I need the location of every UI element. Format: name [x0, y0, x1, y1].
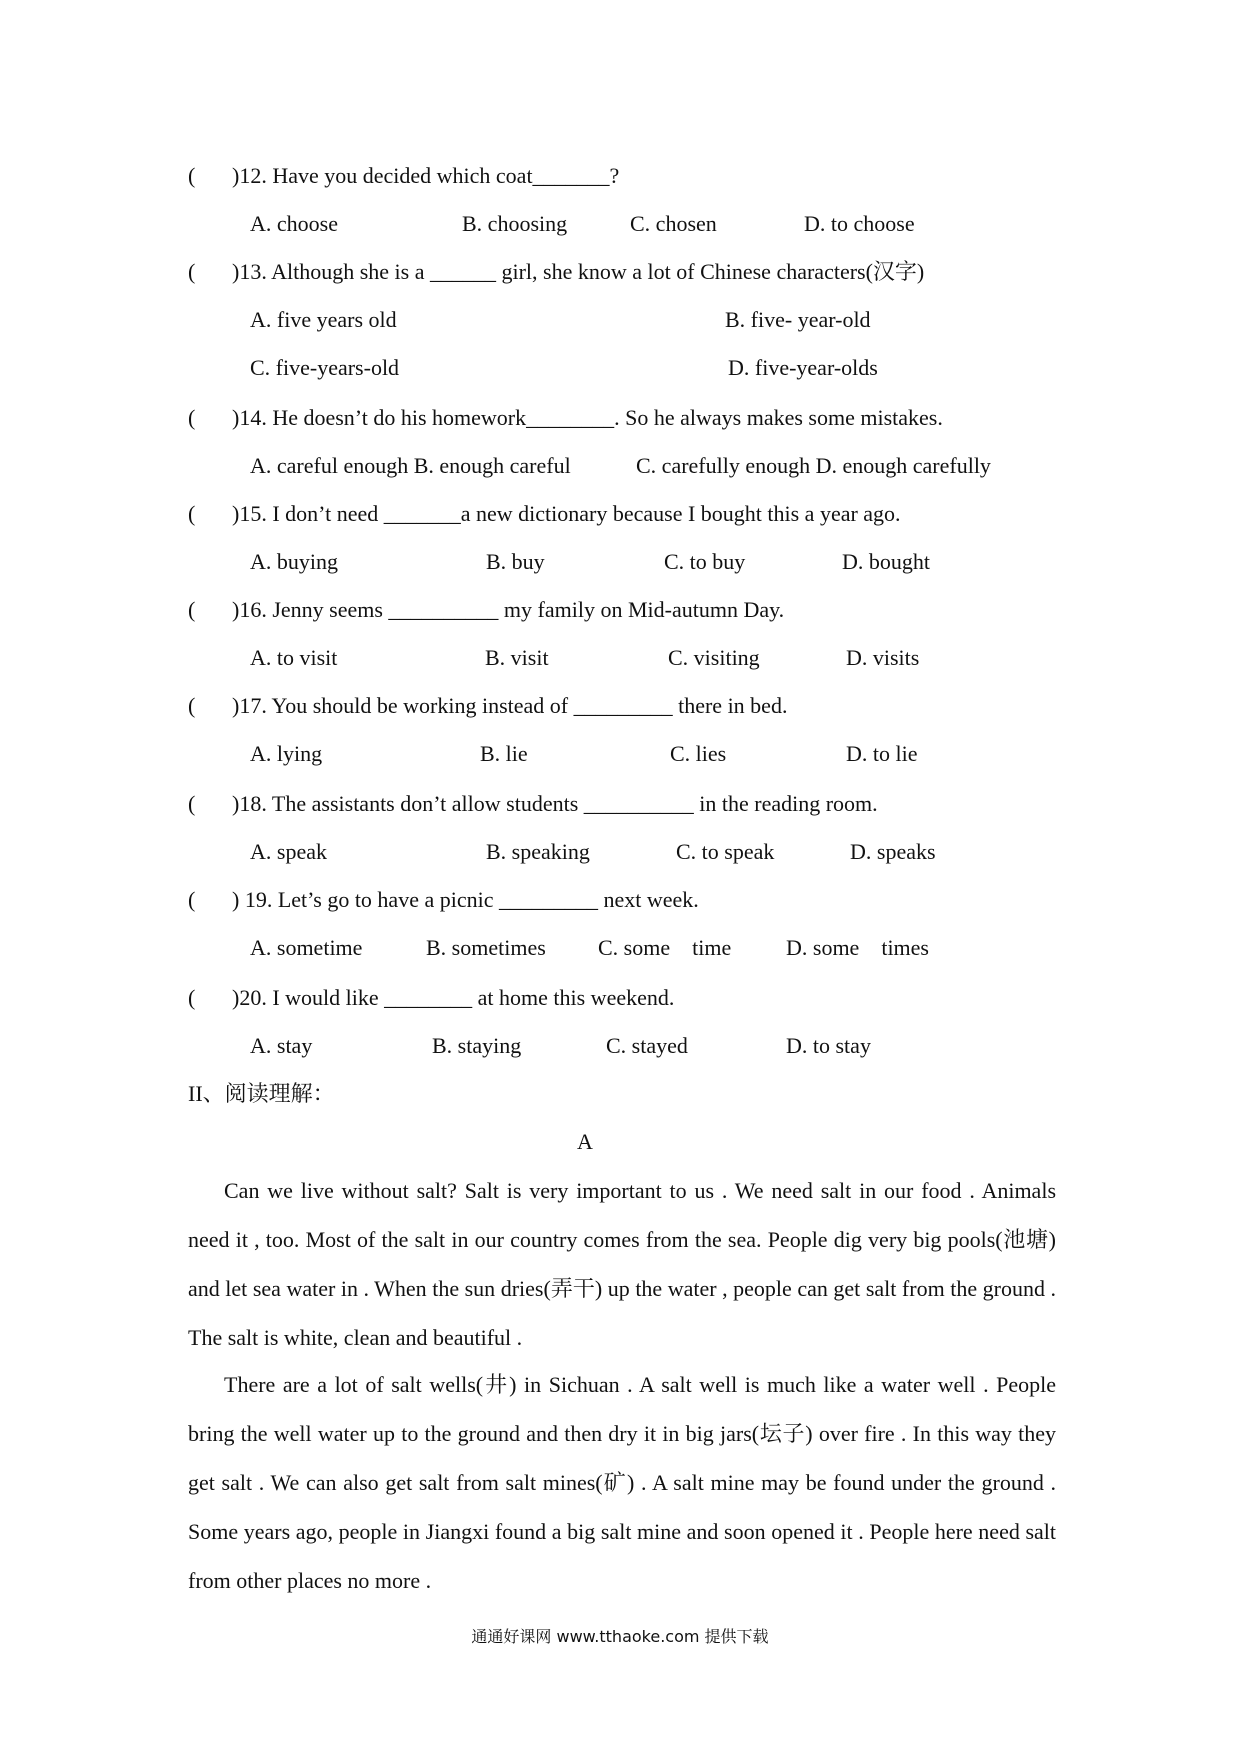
q13-option-c: C. five-years-old — [250, 355, 400, 380]
q20-option-b: B. staying — [432, 1033, 522, 1058]
answer-paren: ( — [188, 791, 196, 816]
q14-option-ab: A. careful enough B. enough careful — [250, 453, 571, 478]
q12-option-c: C. chosen — [630, 211, 717, 236]
answer-paren: ( — [188, 887, 196, 912]
q19-option-d: D. some times — [786, 935, 929, 960]
passage-label: A — [577, 1129, 593, 1154]
q19-option-c: C. some time — [598, 935, 732, 960]
q15-option-c: C. to buy — [664, 549, 746, 574]
q13-option-b: B. five- year-old — [725, 307, 871, 332]
q19-option-a: A. sometime — [250, 935, 363, 960]
q16-option-d: D. visits — [846, 645, 920, 670]
q20-option-a: A. stay — [250, 1033, 313, 1058]
q19-option-b: B. sometimes — [426, 935, 546, 960]
footer-text: 通通好课网 www.tthaoke.com 提供下载 — [471, 1627, 769, 1646]
question-20-text: )20. I would like ________ at home this weekend. — [232, 985, 675, 1010]
q15-option-d: D. bought — [842, 549, 930, 574]
q14-option-cd: C. carefully enough D. enough carefully — [636, 453, 991, 478]
q17-option-c: C. lies — [670, 741, 727, 766]
question-12-text: )12. Have you decided which coat_______? — [232, 163, 620, 188]
answer-paren: ( — [188, 259, 196, 284]
q15-option-b: B. buy — [486, 549, 545, 574]
section-title: II、阅读理解： — [188, 1081, 335, 1106]
q17-option-a: A. lying — [250, 741, 323, 766]
q13-option-d: D. five-year-olds — [728, 355, 878, 380]
answer-paren: ( — [188, 405, 196, 430]
q13-option-a: A. five years old — [250, 307, 397, 332]
q12-option-a: A. choose — [250, 211, 338, 236]
q12-option-b: B. choosing — [462, 211, 568, 236]
q17-option-b: B. lie — [480, 741, 528, 766]
answer-paren: ( — [188, 163, 196, 188]
answer-paren: ( — [188, 501, 196, 526]
passage-paragraph: Can we live without salt? Salt is very important to us . We need salt in our food . Animals need it , too. Most of the salt in our country comes from the sea. People dig very big pools(池塘) and let sea water in . When the sun dries(弄干) up the water , people can get salt from the ground . The salt is white, clean and beautiful . — [188, 1178, 1056, 1350]
question-13-text: )13. Although she is a ______ girl, she know a lot of Chinese characters(汉字) — [232, 259, 925, 284]
question-19-text: ) 19. Let’s go to have a picnic _________ next week. — [232, 887, 699, 912]
answer-paren: ( — [188, 597, 196, 622]
q16-option-b: B. visit — [485, 645, 549, 670]
q20-option-c: C. stayed — [606, 1033, 688, 1058]
q12-option-d: D. to choose — [804, 211, 915, 236]
question-17-text: )17. You should be working instead of _________ there in bed. — [232, 693, 788, 718]
question-15-text: )15. I don’t need _______a new dictionary because I bought this a year ago. — [232, 501, 901, 526]
q18-option-d: D. speaks — [850, 839, 936, 864]
question-16-text: )16. Jenny seems __________ my family on Mid-autumn Day. — [232, 597, 785, 622]
q16-option-a: A. to visit — [250, 645, 338, 670]
q20-option-d: D. to stay — [786, 1033, 871, 1058]
q16-option-c: C. visiting — [668, 645, 760, 670]
q17-option-d: D. to lie — [846, 741, 918, 766]
q18-option-b: B. speaking — [486, 839, 590, 864]
passage-paragraph: There are a lot of salt wells(井) in Sichuan . A salt well is much like a water well . People bring the well water up to the ground and then dry it in big jars(坛子) over fire . In this way they get salt . We can also get salt from salt mines(矿) . A salt mine may be found under the ground . Some years ago, people in Jiangxi found a big salt mine and soon opened it . People here need salt from other places no more . — [188, 1372, 1056, 1593]
q18-option-a: A. speak — [250, 839, 327, 864]
answer-paren: ( — [188, 985, 196, 1010]
q15-option-a: A. buying — [250, 549, 338, 574]
answer-paren: ( — [188, 693, 196, 718]
question-18-text: )18. The assistants don’t allow students __________ in the reading room. — [232, 791, 878, 816]
q18-option-c: C. to speak — [676, 839, 775, 864]
question-14-text: )14. He doesn’t do his homework________. So he always makes some mistakes. — [232, 405, 943, 430]
